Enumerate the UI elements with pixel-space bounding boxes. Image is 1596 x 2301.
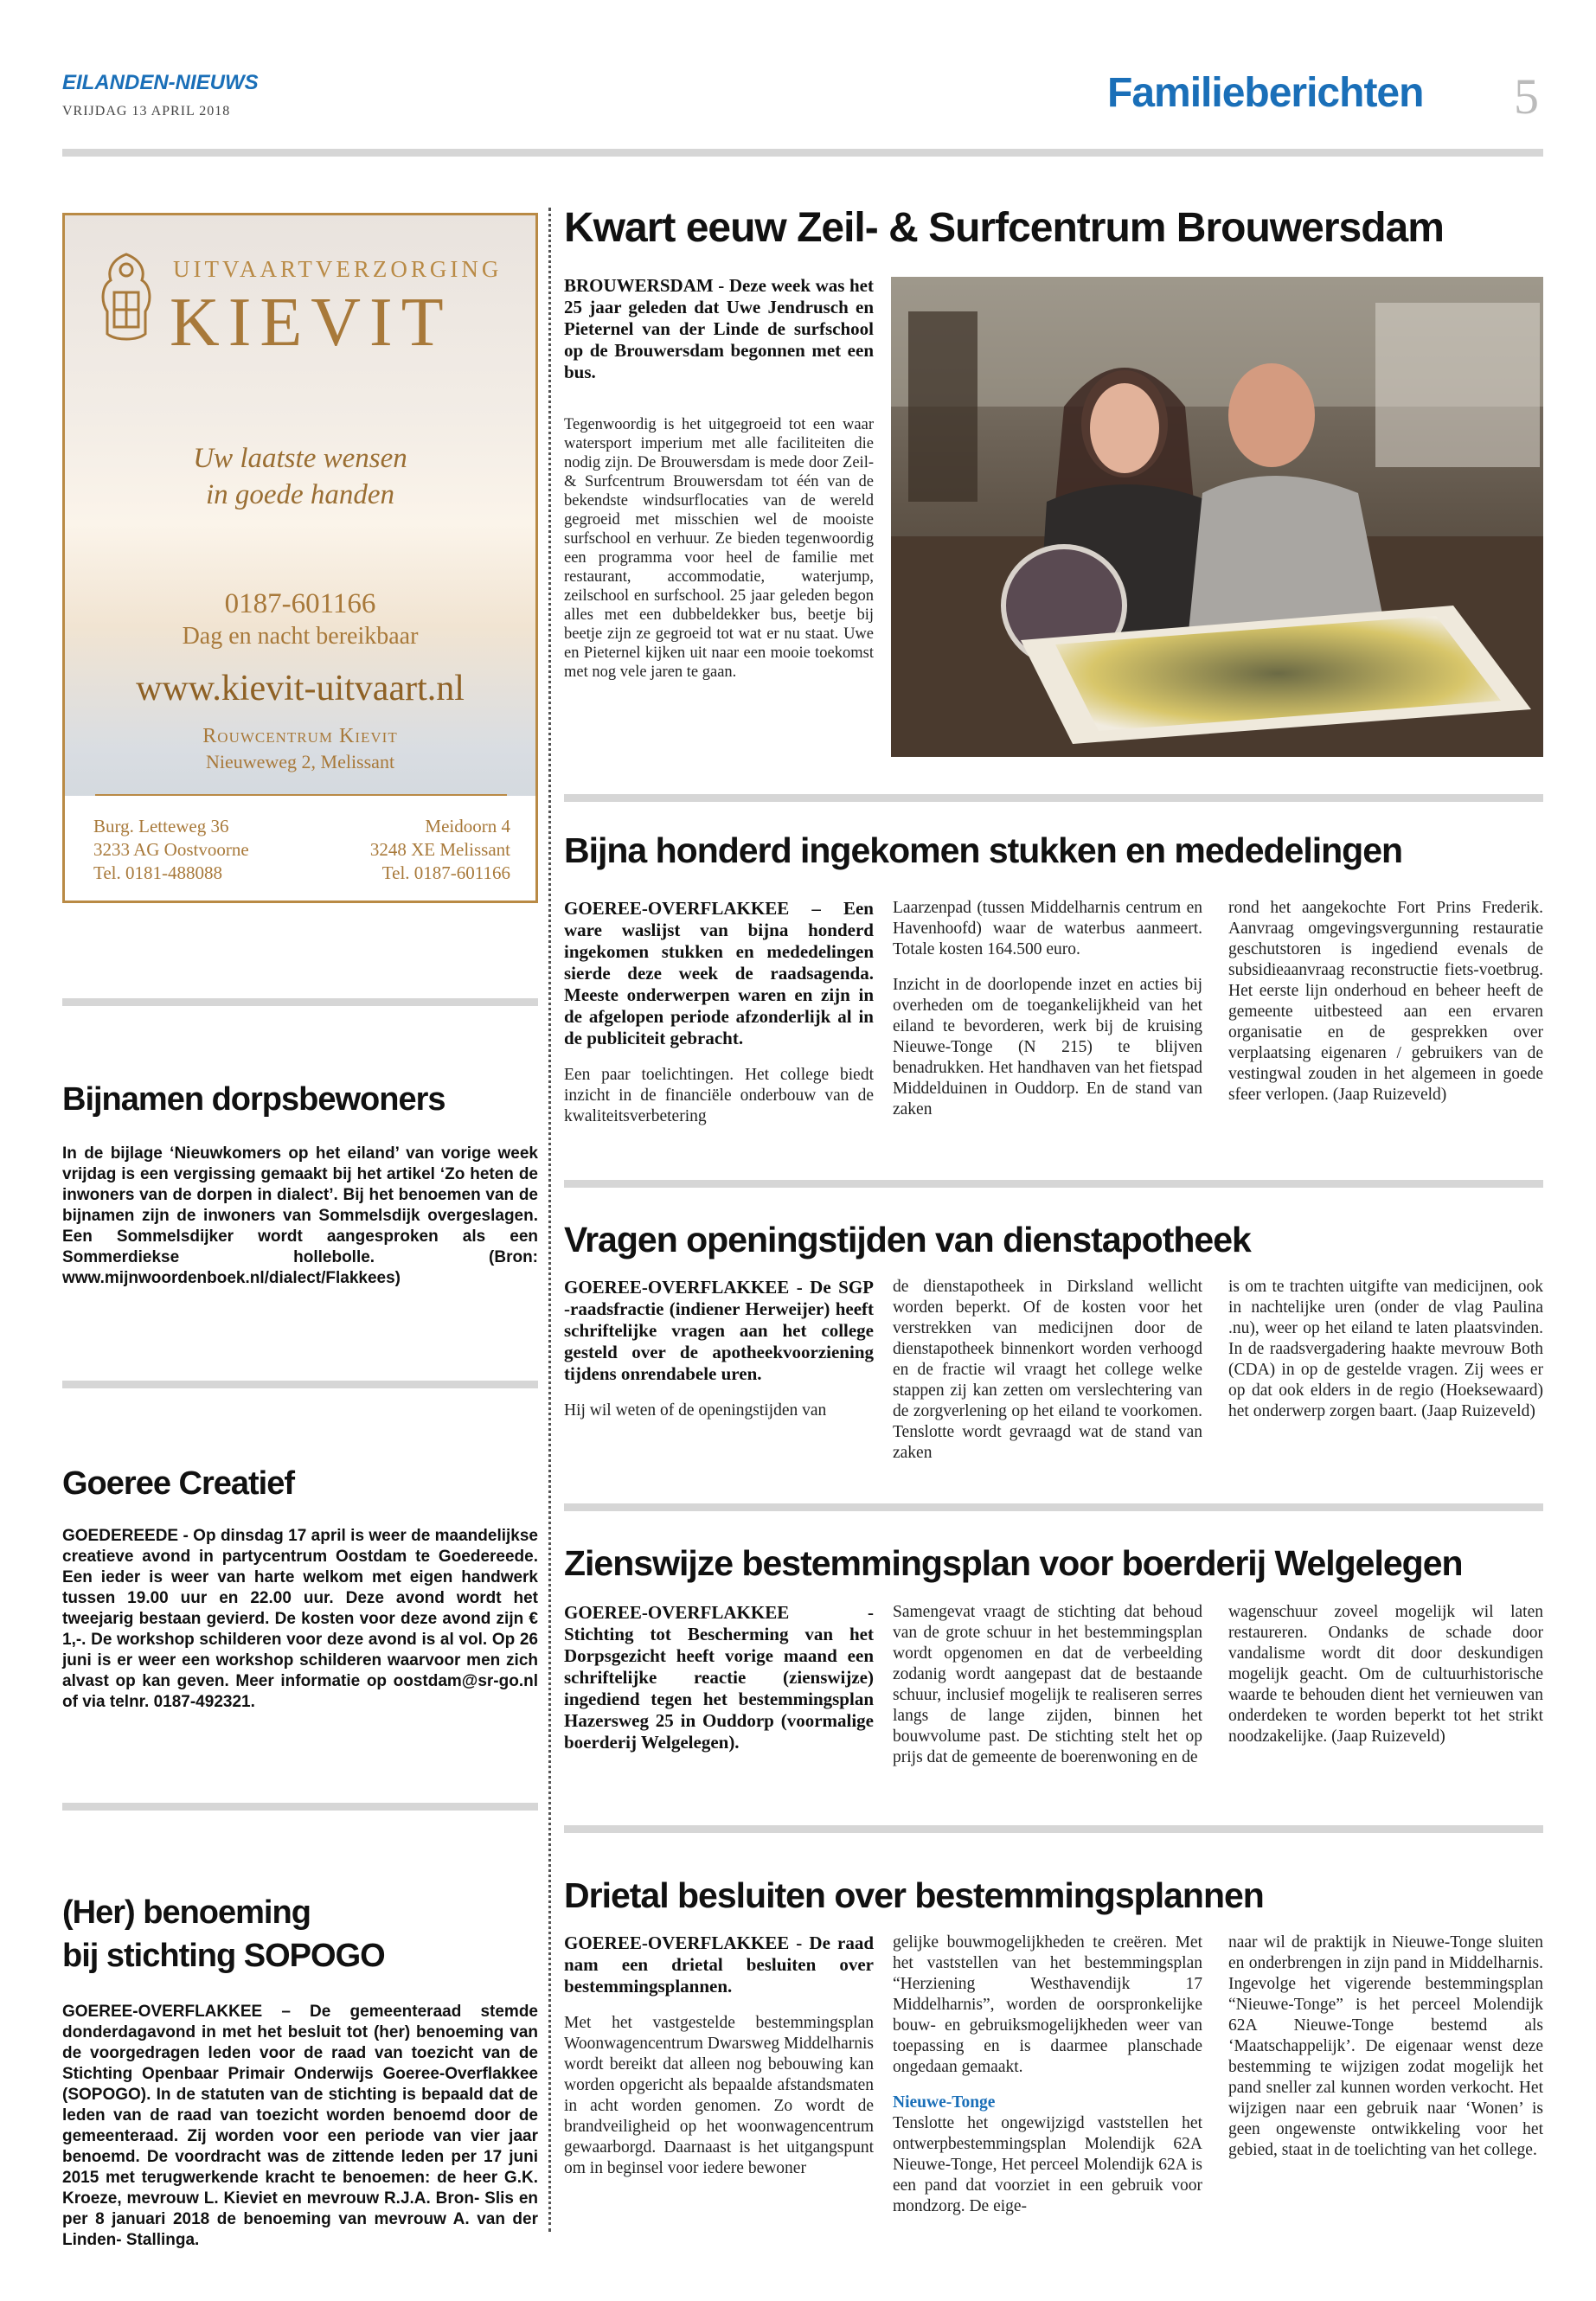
brief-title: Bijnamen dorpsbewoners: [62, 1081, 445, 1118]
brief-title: Goeree Creatief: [62, 1465, 295, 1502]
article-column: rond het aangekochte Fort Prins Frederik. Aanvraag omgevingsvergunning restauratie geschutstoren is ingediend evenals de subsidieaanvraag reconstructie fiets-voetbrug. Het eerste lijn onderhoud en beheer heeft de gemeente uitbesteed aan een ervaren organisatie en de gesprekken over verplaatsing eigenaren / gebruikers van de vestingwal zouden in het algemeen in goede sfeer verlopen. (Jaap Ruizeveld): [1228, 899, 1543, 1104]
article-body: Met het vastgestelde bestemmingsplan Woonwagencentrum Dwarsweg Middelharnis wordt bereikt dat alleen nog bebouwing kan worden opgericht als bepaalde afstandsmaten in acht worden genomen. Zo wordt de brandveiligheid op het woonwagencentrum gewaarborgd. Daarnaast is het uitgangspunt om in beginsel voor iedere bewoner: [564, 2014, 874, 2177]
ad-divider: [95, 794, 507, 796]
ad-slogan-line1: Uw laatste wensen: [193, 443, 407, 474]
article-body: Hij wil weten of de openingstijden van: [564, 1401, 827, 1420]
section-rule: [564, 1825, 1543, 1833]
section-title: Familieberichten: [1107, 70, 1424, 116]
ad-location-oostvoorne: [93, 815, 249, 885]
article-lead: GOEREE-OVERFLAKKEE - Stichting tot Bescherming van het Dorpsgezicht heeft vorige maand een schriftelijke reactie (zienswijze) ingediend tegen het bestemmingsplan Hazersweg 25 in Ouddorp (voormalige boerderij Welgelegen).: [564, 1602, 874, 1753]
ad-slogan-line2: in goede handen: [205, 479, 395, 510]
article-column: [564, 1932, 874, 2179]
article-lead: BROUWERSDAM - Deze week was het 25 jaar geleden dat Uwe Jendrusch en Pieternel van der Linde de surfschool op de Brouwersdam begonnen met een bus.: [564, 275, 874, 382]
section-rule: [62, 1381, 538, 1388]
location-street: Meidoorn 4: [425, 816, 510, 836]
article-column: [893, 898, 1202, 1135]
section-rule: [564, 1503, 1543, 1511]
article-column: is om te trachten uitgifte van medicijnen, ook in nachtelijke uren (onder de vlag Paulina .nu), weer op het eiland te laten plaatsvinden. In de raadsvergadering haakte mevrouw Both (CDA) in op de gestelde vragen. Zij wees er op dat ook elders in de regio (Hoeksewaard) het onderwerp zorgen baart. (Jaap Ruizeveld): [1228, 1278, 1543, 1420]
location-street: Burg. Letteweg 36: [93, 816, 229, 836]
article-lead: GOEREE-OVERFLAKKEE – Een ware waslijst van bijna honderd ingekomen stukken en mededelingen sierde deze week de raadsagenda. Meeste onderwerpen waren en zijn in de afgelopen periode afzonderlijk al in de publiciteit gebracht.: [564, 898, 874, 1048]
article-paragraph: Inzicht in de doorlopende inzet en acties bij overheden om de toegankelijkheid van het eiland te bevorderen, werk bij de kruising Nieuwe-Tonge (N 215) te blijven benadrukken. Het handhaven van het fietspad Middelduinen in Ouddorp. En de stand van zaken: [893, 976, 1202, 1118]
article-subhead: Nieuwe-Tonge: [893, 2093, 996, 2112]
location-city: 3248 XE Melissant: [369, 839, 510, 860]
article-column: de dienstapotheek in Dirksland wellicht worden beperkt. Of de kosten voor het verstrekken van medicijnen door de dienstapotheek binnenkort worden verhoogd en de fractie wil vraagt het college welke stappen zij kan zetten om verslechtering van de zorgverlening op het eiland te voorkomen. Tenslotte wordt gevraagd wat de stand van zaken: [893, 1278, 1202, 1462]
article-column: Samengevat vraagt de stichting dat behoud van de grote schuur in het bestemmingsplan wordt opgenomen en dat de verbeelding zodanig wordt aangepast dat de bestaande schuur, inclusief mogelijk te realiseren serres langs de lange zijden, binnen het bouwvolume past. De stichting stelt het op prijs dat de gemeente de boerenwoning en de: [893, 1603, 1202, 1766]
article-body: Een paar toelichtingen. Het college biedt inzicht in de financiële onderbouw van de kwaliteitsverbetering: [564, 1066, 874, 1125]
article-photo: [891, 277, 1543, 757]
article-column: [893, 1932, 1202, 2217]
article-lead: GOEREE-OVERFLAKKEE - De SGP -raadsfractie (indiener Herweijer) heeft schriftelijke vragen aan het college gesteld over de apotheekvoorziening tijdens onrendabele uren.: [564, 1277, 874, 1384]
article-column: [564, 1277, 874, 1421]
article-headline: Bijna honderd ingekomen stukken en mededelingen: [564, 830, 1403, 870]
ad-availability: Dag en nacht bereikbaar: [182, 623, 419, 650]
page-number: 5: [1514, 68, 1539, 125]
section-rule: [564, 1180, 1543, 1188]
section-rule: [62, 1803, 538, 1811]
ad-location-melissant: [329, 815, 510, 885]
ad-website-link[interactable]: www.kievit-uitvaart.nl: [136, 669, 465, 708]
article-paragraph: Tenslotte het ongewijzigd vaststellen het ontwerpbestemmingsplan Molendijk 62A Nieuwe-Tonge, Het perceel Molendijk 62A is een pand dat voorziet in een gebruik voor mondzorg. De eige-: [893, 2114, 1202, 2215]
article-column: naar wil de praktijk in Nieuwe-Tonge sluiten en onderbrengen in zijn pand in Middelharnis. Ingevolge het vigerende bestemmingsplan “Nieuwe-Tonge” is het perceel Molendijk 62A Nieuwe-Tonge bestemd als ‘Maatschappelijk’. De eigenaar wenst deze bestemming te wijzigen zodat mogelijk het pand sneller zal kunnen worden verkocht. Het wijzigen naar een gebruik naar ‘Wonen’ is geen ongewenste ontwikkeling voor het gebied, staat in de toelichting van het college.: [1228, 1933, 1543, 2159]
section-rule: [564, 794, 1543, 802]
crest-icon: [95, 251, 157, 348]
article-headline: Drietal besluiten over bestemmingsplannen: [564, 1875, 1264, 1915]
article-column: wagenschuur zoveel mogelijk wil laten restaureren. Ondanks de schade door vandalisme wordt dit door deskundigen mogelijk geacht. Om de cultuurhistorische waarde te behouden dient het vernieuwen van onderdeken te worden beperkt tot het strikt noodzakelijke. (Jaap Ruizeveld): [1228, 1603, 1543, 1746]
brief-title-line: bij stichting SOPOGO: [62, 1938, 385, 1974]
article-column: [564, 898, 874, 1127]
article-headline: Vragen openingstijden van dienstapotheek: [564, 1220, 1251, 1259]
article-body: Tegenwoordig is het uitgegroeid tot een waar watersport imperium met alle faciliteiten die nodig zijn. De Brouwersdam is mede door Zeil-& Surfcentrum Brouwersdam tot één van de bekendste windsurflocaties van de wereld gegroeid met misschien wel de mooiste surfschool en verhuur. Ze bieden tegenwoordig een programma voor heel de familie met restaurant, accommodatie, waterjump, zeilschool en surfschool. 25 jaar geleden begon alles met een dubbeldekker bus, beetje bij beetje zijn ze gegroeid tot wat er nu staat. Uwe en Pieternel kijken uit naar een mooie toekomst met nog vele jaren te gaan.: [564, 416, 874, 681]
ad-kicker: UITVAARTVERZORGING: [173, 256, 503, 282]
article-lead: GOEREE-OVERFLAKKEE - De raad nam een drietal besluiten over bestemmingsplannen.: [564, 1932, 874, 1997]
brief-title: [62, 1891, 385, 1977]
ad-center-address: Nieuweweg 2, Melissant: [205, 751, 395, 772]
location-tel: Tel. 0187-601166: [381, 862, 510, 883]
location-city: 3233 AG Oostvoorne: [93, 839, 249, 860]
article-paragraph: Laarzenpad (tussen Middelharnis centrum en Havenhoofd) waar de waterbus aanmeert. Totale kosten 164.500 euro.: [893, 899, 1202, 958]
brief-title-line: (Her) benoeming: [62, 1894, 311, 1931]
article-paragraph: gelijke bouwmogelijkheden te creëren. Met het vaststellen van het bestemmingsplan “Herziening Westhavendijk 17 Middelharnis”, worden de oorspronkelijke bouw- en gebruiksmogelijkheden weer van toepassing en is daarmee planschade ongedaan gemaakt.: [893, 1933, 1202, 2076]
article-headline: Zienswijze bestemmingsplan voor boerderij Welgelegen: [564, 1543, 1463, 1583]
brief-text: GOEDEREEDE - Op dinsdag 17 april is weer de maandelijkse creatieve avond in partycentrum Oostdam te Goedereede. Een ieder is weer van harte welkom met eigen handwerk tussen 19.00 uur en 22.00 uur. Deze avond wordt het tweejarig bestaan gevierd. De kosten voor deze avond zijn € 1,-. De workshop schilderen voor deze avond is al vol. Op 26 juni is er weer een workshop schilderen waarvoor men zich alvast op kan geven. Meer informatie op oostdam@sr-go.nl of via telnr. 0187-492321.: [62, 1527, 538, 1711]
brief-text: GOEREE-OVERFLAKKEE – De gemeenteraad stemde donderdagavond in met het besluit tot (her) benoeming van de voorgedragen leden voor de raad van toezicht van de Stichting Openbaar Primair Onderwijs Goeree-Overflakkee (SOPOGO). In de statuten van de stichting is bepaald dat de leden van de raad van toezicht worden benoemd door de gemeenteraad. Zij worden voor een periode van vier jaar benoemd. De voordracht was de zittende leden per 17 juni 2015 met terugwerkende kracht te benoemen: de heer G.K. Kroeze, mevrouw L. Kieviet en mevrouw R.J.A. Bron- Slis en per 8 januari 2018 de benoeming van mevrouw A. van der Linden- Stallinga.: [62, 2003, 538, 2249]
article-headline: Kwart eeuw Zeil- & Surfcentrum Brouwersdam: [564, 205, 1444, 251]
ad-phone: 0187-601166: [224, 588, 376, 619]
ad-brand: KIEVIT: [170, 285, 452, 361]
issue-date: VRIJDAG 13 APRIL 2018: [62, 104, 231, 119]
column-divider: [548, 208, 551, 2232]
brief-text: In de bijlage ‘Nieuwkomers op het eiland’ van vorige week vrijdag is een vergissing gemaakt bij het artikel ‘Zo heten de inwoners van de dorpen in dialect’. Bij het benoemen van de bijnamen zijn de inwoners van Sommelsdijk overgeslagen. Een Sommelsdijker wordt aangesproken als een Sommerdiekse hollebolle. (Bron: www.mijnwoordenboek.nl/dialect/Flakkees): [62, 1144, 538, 1287]
section-rule: [62, 998, 538, 1006]
ad-center-name: Rouwcentrum Kievit: [202, 725, 398, 747]
header-rule: [62, 149, 1543, 157]
location-tel: Tel. 0181-488088: [93, 862, 223, 883]
masthead-logo: EILANDEN-NIEUWS: [62, 71, 259, 94]
